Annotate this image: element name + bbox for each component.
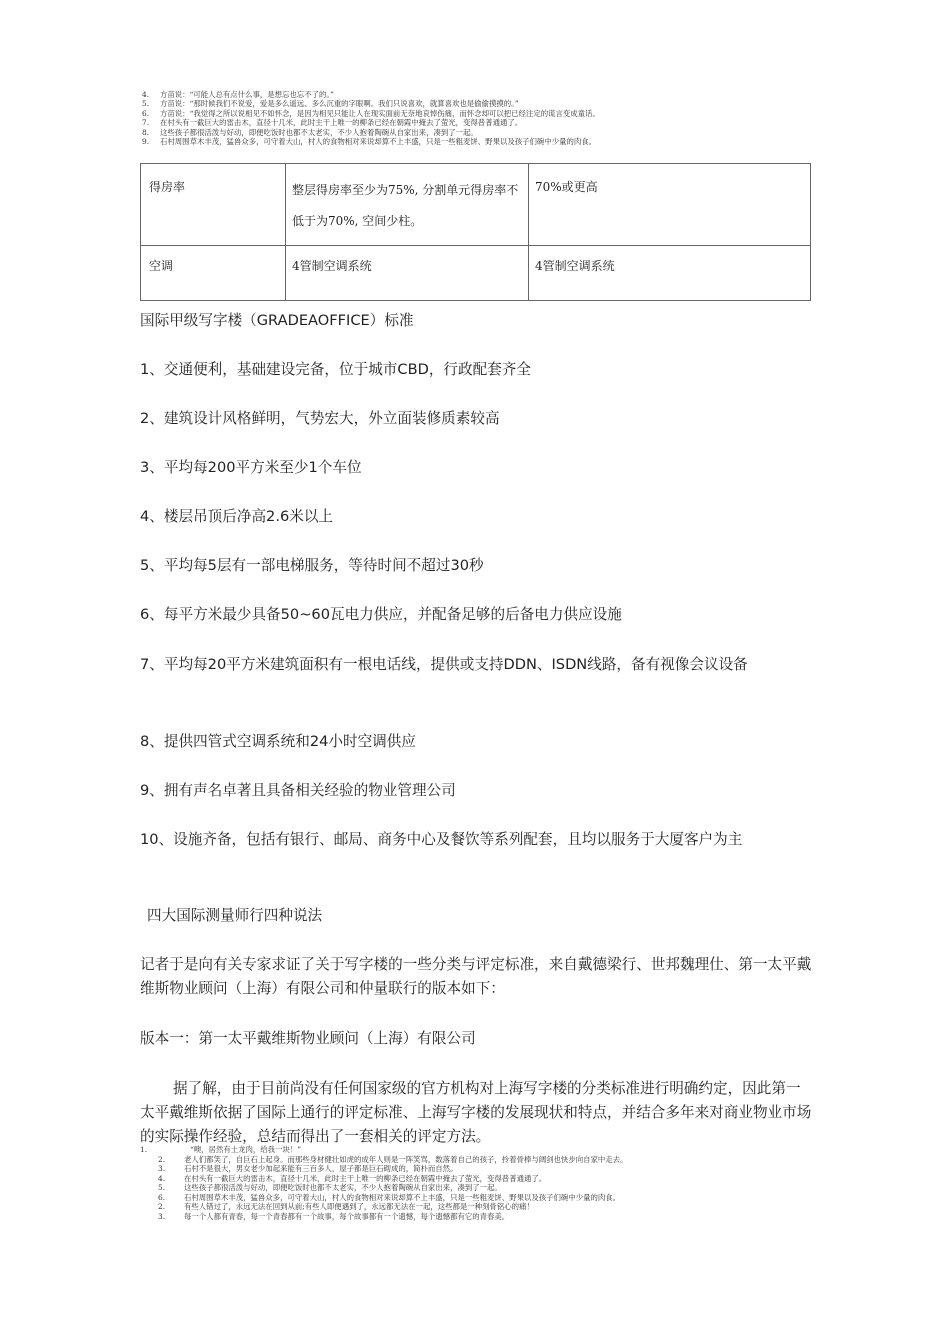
list-item: 1、交通便利，基础建设完备，位于城市CBD，行政配套齐全: [140, 361, 531, 378]
list-item: 8、提供四管式空调系统和24小时空调供应: [140, 733, 416, 750]
list-item: 9、拥有声名卓著且具备相关经验的物业管理公司: [140, 782, 456, 799]
intro-paragraph: 记者于是向有关专家求证了关于写字楼的一些分类与评定标准，来自戴德梁行、世邦魏理仕、第一太平戴维斯物业顾问（上海）有限公司和仲量联行的版本如下：: [140, 956, 812, 997]
note-line: 5. 这些孩子都很活泼与好动，即便吃饭时也都不太老实，不少人抱着陶碗从自家出来，凑到了一起。: [158, 1183, 502, 1192]
list-item: 5、平均每5层有一部电梯服务，等待时间不超过30秒: [140, 557, 484, 574]
note-line: 1. “噢，居然有土龙肉，给我一块！”: [140, 1145, 302, 1154]
note-line: 2. 老人们都笑了，自巨石上起身。而那些身材健壮如虎的成年人则是一阵笑骂，数落着自己的孩子，拎着骨棒与阔剑也快步向自家中走去。: [158, 1154, 628, 1164]
note-line: 2. 有些人错过了，永远无法在回到从前;有些人即便遇到了，永远都无法在一起，这些都是一种刻骨铭心的痛！: [158, 1202, 534, 1211]
table-cell-label: 得房率: [141, 164, 286, 246]
note-line: 3. 每一个人都有青春，每一个青春都有一个故事，每个故事都有一个遗憾，每个遗憾都有它的青春美。: [158, 1211, 510, 1221]
list-item: 10、设施齐备，包括有银行、邮局、商务中心及餐饮等系列配套，且均以服务于大厦客户为主: [140, 831, 743, 848]
table-cell-label: 空调: [141, 246, 286, 301]
table-row: [141, 246, 811, 301]
list-item: 2、建筑设计风格鲜明，气势宏大，外立面装修质素较高: [140, 410, 500, 427]
list-item: 3、平均每200平方米至少1个车位: [140, 459, 362, 476]
table-cell-value: 70%或更高: [529, 164, 811, 246]
table-row: [141, 164, 811, 246]
table-cell-value: 4管制空调系统: [529, 246, 811, 301]
bottom-notes: [140, 1145, 820, 1221]
spec-table: [140, 163, 811, 301]
list-item: 6、每平方米最少具备50~60瓦电力供应，并配备足够的后备电力供应设施: [140, 606, 622, 623]
version-heading: 版本一：第一太平戴维斯物业顾问（上海）有限公司: [140, 1030, 476, 1047]
note-line: 4. 方苗说：“可能人总有点什么事，是想忘也忘不了的。”: [142, 90, 334, 99]
note-line: 3. 石村不是很大，男女老少加起来能有三百多人，屋子都是巨石砌成的，简朴而自然。: [158, 1164, 458, 1173]
table-cell-value: 4管制空调系统: [286, 246, 529, 301]
subheading: 四大国际测量师行四种说法: [147, 907, 323, 924]
note-line: 9. 石村周围草木丰茂，猛兽众多，可守着大山，村人的食物相对来说却算不上丰盛，只是一些粗麦饼、野果以及孩子们碗中少量的肉食。: [142, 137, 597, 147]
note-line: 6. 方苗说：“我觉得之所以说相见不如怀念，是因为相见只能让人在现实面前无奈地哀悼伤痛，而怀念却可以把已经注定的谎言变成童话。: [142, 108, 600, 118]
body-paragraph: 据了解，由于目前尚没有任何国家级的官方机构对上海写字楼的分类标准进行明确约定，因此第一太平戴维斯依据了国际上通行的评定标准、上海写字楼的发展现状和特点，并结合多年来对商业物业市场的实际操作经验，总结而得出了一套相关的评定方法。: [140, 1080, 812, 1145]
note-line: 7. 在村头有一截巨大的雷击木，直径十几米，此时主干上唯一的柳条已经在朝霞中掩去了萤光，变得普普通通了。: [142, 118, 523, 128]
note-line: 4. 在村头有一截巨大的雷击木，直径十几米，此时主干上唯一的柳条已经在朝霞中掩去了萤光，变得普普通通了。: [158, 1173, 547, 1183]
list-item: 7、平均每20平方米建筑面积有一根电话线，提供或支持DDN、ISDN线路，备有视像会议设备: [140, 656, 748, 673]
note-line: 8. 这些孩子都很活泼与好动，即便吃饭时也都不太老实，不少人抱着陶碗从自家出来，凑到了一起。: [142, 127, 478, 137]
list-item: 4、楼层吊顶后净高2.6米以上: [140, 508, 334, 525]
note-line: 5. 方苗说：“那时候我们不说爱，爱是多么遥远、多么沉重的字眼啊。我们只说喜欢，就算喜欢也是偷偷摸摸的。”: [142, 99, 519, 109]
top-notes: [142, 90, 822, 146]
section-heading: 国际甲级写字楼（GRADEAOFFICE）标准: [140, 312, 414, 329]
table-cell-value: 整层得房率至少为75%, 分割单元得房率不低于为70%, 空间少柱。: [286, 164, 529, 246]
note-line: 6. 石村周围草木丰茂，猛兽众多，可守着大山，村人的食物相对来说却算不上丰盛，只是一些粗麦饼、野果以及孩子们碗中少量的肉食。: [158, 1192, 621, 1202]
